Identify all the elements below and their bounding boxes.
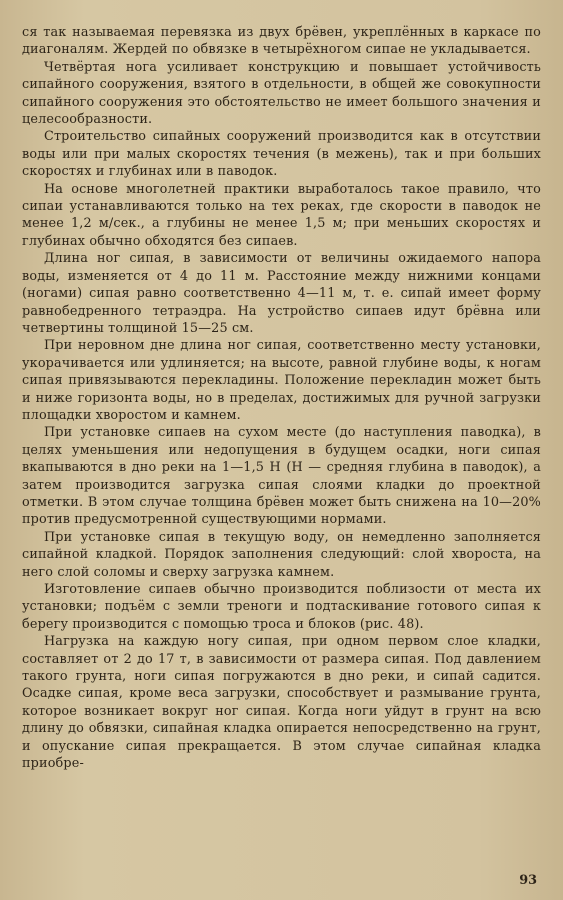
paragraph-6: При неровном дне длина ног сипая, соответственно месту установки, укорачивается или удлиняется; на высоте, равной глубине воды, к ногам сипая привязываются перекладины. Положение перекладин может быть и ниже горизонта воды, но в пределах, достижимых для ручной загрузки площадки хворостом и камнем.	[22, 338, 541, 423]
paragraph-1: ся так называемая перевязка из двух брёвен, укреплённых в каркасе по диагоналям. Жердей по обвязке в четырёхногом сипае не укладывается.	[22, 25, 541, 58]
page-number: 93	[519, 873, 537, 888]
paragraph-4: На основе многолетней практики выработалось такое правило, что сипаи устанавливаются только на тех реках, где скорости в паводок не менее 1,2 м/сек., а глубины не менее 1,5 м; при меньших скоростях и глубинах обычно обходятся без сипаев.	[22, 181, 541, 249]
paragraph-9: Изготовление сипаев обычно производится поблизости от места их установки; подъём с земли треноги и подтаскивание готового сипая к берегу производится с помощью троса и блоков (рис. 48).	[22, 582, 541, 632]
paragraph-2: Четвёртая нога усиливает конструкцию и повышает устойчивость сипайного сооружения, взятого в отдельности, в общей же совокупности сипайного сооружения это обстоятельство не имеет большого значения и целесообразности.	[22, 59, 541, 128]
paragraph-8: При установке сипая в текущую воду, он немедленно заполняется сипайной кладкой. Порядок заполнения следующий: слой хвороста, на него слой соломы и сверху загрузка камнем.	[22, 529, 541, 580]
paragraph-10: Нагрузка на каждую ногу сипая, при одном первом слое кладки, составляет от 2 до 17 т, в зависимости от размера сипая. Под давлением такого грунта, ноги сипая погружаются в дно реки, и сипай садится. Осадке сипая, кроме веса загрузки, способствует и размывание грунта, которое возникает вокруг ног сипая. Когда ноги уйдут в грунт на всю длину до обвязки, сипайная кладка опирается непосредственно на грунт, и опускание сипая прекращается. В этом случае сипайная кладка приобре-	[22, 634, 541, 772]
paragraph-7: При установке сипаев на сухом месте (до наступления паводка), в целях уменьшения или недопущения в будущем осадки, ноги сипая вкапываются в дно реки на 1—1,5 H (H — средняя глубина в паводок), а затем производится загрузка сипая слоями кладки до проектной отметки. В этом случае толщина брёвен может быть снижена на 10—20% против предусмотренной существующими нормами.	[22, 425, 541, 528]
paragraph-3: Строительство сипайных сооружений производится как в отсутствии воды или при малых скоростях течения (в межень), так и при больших скоростях и глубинах или в паводок.	[22, 129, 541, 180]
paragraph-5: Длина ног сипая, в зависимости от величины ожидаемого напора воды, изменяется от 4 до 11 м. Расстояние между нижними концами (ногами) сипая равно соответственно 4—11 м, т. е. сипай имеет форму равнобедренного тетраэдра. На устройство сипаев идут брёвна или четвертины толщиной 15—25 см.	[22, 251, 541, 336]
